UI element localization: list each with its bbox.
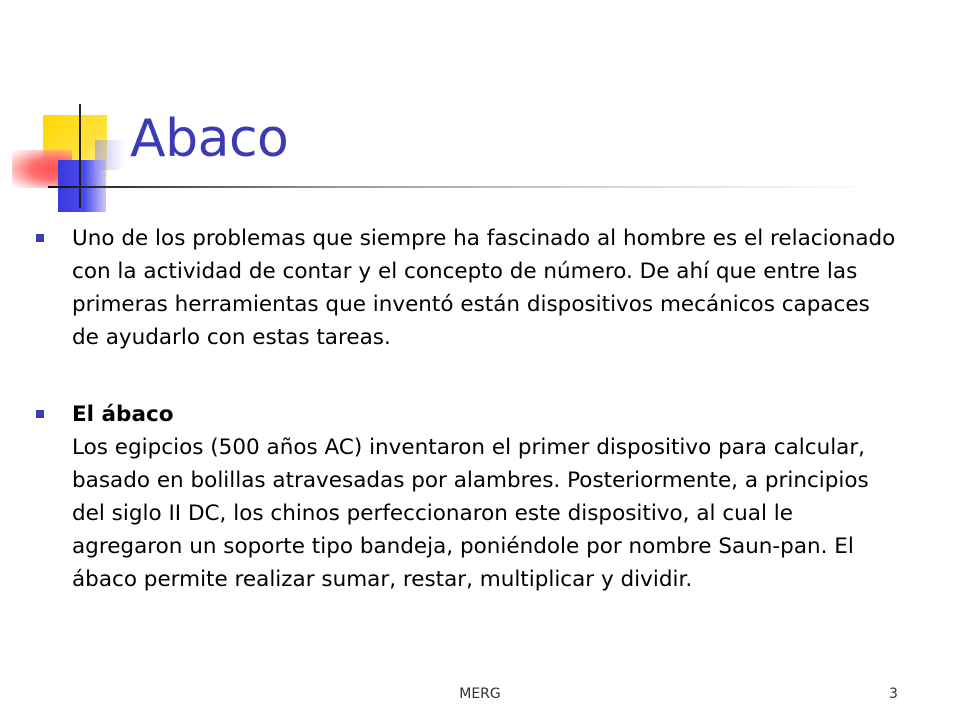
bullet-icon <box>36 234 44 242</box>
bullet-body-text: Los egipcios (500 años AC) inventaron el primer dispositivo para calcular, basado en bolillas atravesadas por alambres. Posteriormente, a principios del siglo II DC, los chinos perfeccionaron este dispositivo, al cual le agregaron un soporte tipo bandeja, poniéndole por nombre Saun-pan. El ábaco permite realizar sumar, restar, multiplicar y dividir. <box>72 435 869 592</box>
slide-title: Abaco <box>130 109 289 169</box>
decorative-light-blue-square <box>95 140 125 170</box>
bullet-icon <box>36 410 44 418</box>
footer-page-number: 3 <box>889 686 898 702</box>
bullet-heading: El ábaco <box>72 402 174 427</box>
decorative-vertical-line <box>79 104 81 208</box>
bullet-text: Uno de los problemas que siempre ha fascinado al hombre es el relacionado con la actividad de contar y el concepto de número. De ahí que entre las primeras herramientas que inventó están dispositivos mecánicos capaces de ayudarlo con estas tareas. <box>72 226 896 350</box>
title-underline <box>48 186 878 188</box>
bullet-item <box>36 222 916 354</box>
bullet-item <box>36 398 916 431</box>
slide-content <box>36 222 916 596</box>
footer-author: MERG <box>459 686 501 702</box>
